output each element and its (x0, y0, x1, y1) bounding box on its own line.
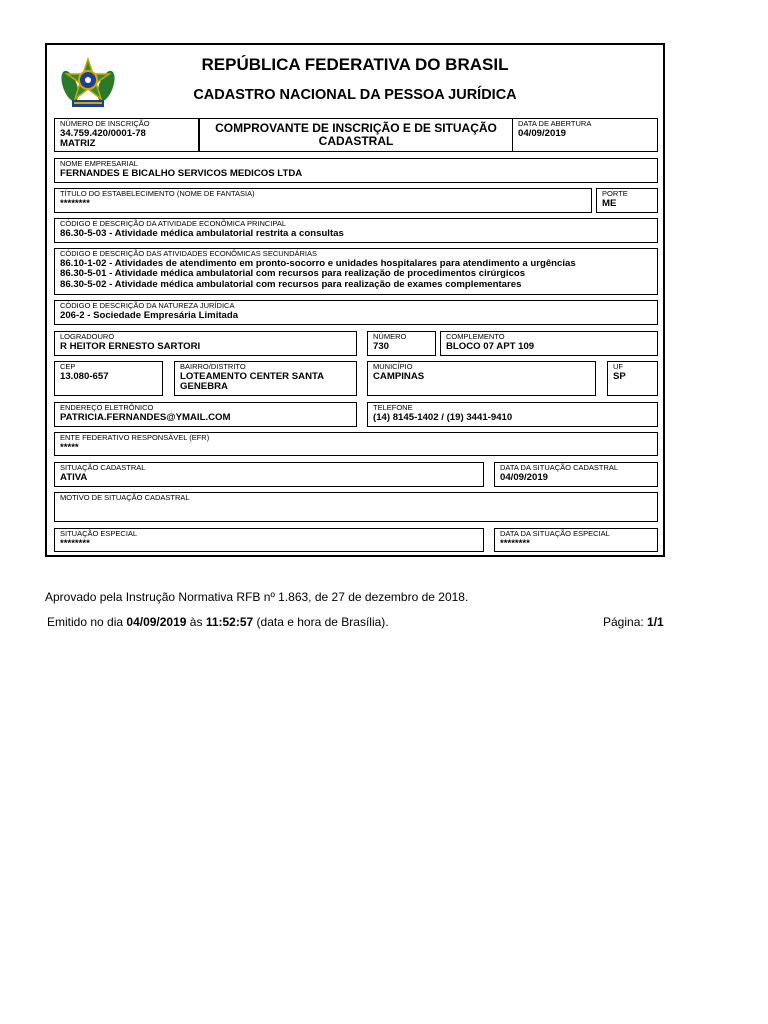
page-title: REPÚBLICA FEDERATIVA DO BRASIL (201, 55, 509, 74)
atividade-secundaria-item: 86.30-5-01 - Atividade médica ambulatorial com recursos para realização de procedimentos cirúrgicos (60, 268, 526, 279)
situacao-especial-value: ******** (60, 537, 90, 549)
data-situacao-especial-value: ******** (500, 537, 530, 549)
atividade-principal-box (54, 218, 658, 243)
natureza-juridica-value: 206-2 - Sociedade Empresária Limitada (60, 309, 239, 321)
porte-box (596, 188, 658, 213)
municipio-label: MUNICÍPIO (373, 362, 413, 371)
atividade-secundaria-item: 86.30-5-02 - Atividade médica ambulatorial com recursos para realização de exames complementares (60, 278, 522, 290)
motivo-situacao-label: MOTIVO DE SITUAÇÃO CADASTRAL (60, 493, 190, 502)
efr-label: ENTE FEDERATIVO RESPONSÁVEL (EFR) (60, 433, 210, 442)
situacao-especial-label: SITUAÇÃO ESPECIAL (60, 529, 138, 538)
data-situacao-especial-box (494, 528, 658, 552)
cep-label: CEP (60, 362, 76, 371)
complemento-value: BLOCO 07 APT 109 (446, 340, 535, 352)
bairro-box (174, 361, 357, 396)
municipio-value: CAMPINAS (373, 370, 425, 382)
coat-of-arms-icon (60, 56, 116, 112)
porte-label: PORTE (602, 189, 628, 198)
logradouro-label: LOGRADOURO (60, 332, 115, 341)
emitted-time: 11:52:57 (205, 615, 254, 629)
data-situacao-especial-label: DATA DA SITUAÇÃO ESPECIAL (500, 529, 610, 538)
bairro-value: LOTEAMENTO CENTER SANTA GENEBRA (180, 370, 324, 392)
telefone-box (367, 402, 658, 427)
emitted-prefix: Emitido no dia (47, 615, 124, 629)
nome-empresarial-box (54, 158, 658, 183)
approval-text: Aprovado pela Instrução Normativa RFB nº 1.863, de 27 de dezembro de 2018. (45, 590, 469, 604)
efr-box (54, 432, 658, 456)
email-box (54, 402, 357, 427)
nome-empresarial-label: NOME EMPRESARIAL (60, 159, 138, 168)
titulo-estabelecimento-box (54, 188, 592, 213)
numero-inscricao-label: NÚMERO DE INSCRIÇÃO (60, 119, 150, 128)
data-situacao-cadastral-box (494, 462, 658, 487)
logradouro-value: R HEITOR ERNESTO SARTORI (60, 340, 201, 352)
page-label: Página: (603, 615, 644, 629)
page-number (603, 615, 664, 629)
natureza-juridica-label: CÓDIGO E DESCRIÇÃO DA NATUREZA JURÍDICA (60, 301, 235, 310)
uf-label: UF (613, 362, 623, 371)
numero-label: NÚMERO (373, 332, 407, 341)
emitted-mid: às (189, 615, 203, 629)
logradouro-box (54, 331, 357, 356)
nome-empresarial-value: FERNANDES E BICALHO SERVICOS MEDICOS LTDA (60, 167, 303, 179)
situacao-cadastral-value: ATIVA (60, 471, 88, 483)
porte-value: ME (602, 197, 617, 209)
emitted-suffix: (data e hora de Brasília). (256, 615, 389, 629)
atividades-secundarias-label: CÓDIGO E DESCRIÇÃO DAS ATIVIDADES ECONÔMICAS SECUNDÁRIAS (60, 249, 317, 258)
data-abertura-value: 04/09/2019 (518, 127, 567, 139)
data-abertura-box (512, 118, 658, 152)
cep-value: 13.080-657 (60, 370, 109, 382)
matriz-value: MATRIZ (60, 138, 96, 149)
situacao-especial-box (54, 528, 484, 552)
page-subtitle: CADASTRO NACIONAL DA PESSOA JURÍDICA (193, 87, 517, 103)
emitted-line (47, 615, 389, 629)
atividade-principal-label: CÓDIGO E DESCRIÇÃO DA ATIVIDADE ECONÔMICA PRINCIPAL (60, 219, 287, 228)
complemento-box (440, 331, 658, 356)
numero-inscricao-value: 34.759.420/0001-78 (60, 127, 146, 139)
situacao-cadastral-label: SITUAÇÃO CADASTRAL (60, 463, 146, 472)
document-title: COMPROVANTE DE INSCRIÇÃO E DE SITUAÇÃO CADASTRAL (199, 118, 513, 152)
uf-value: SP (613, 370, 626, 382)
titulo-estabelecimento-label: TÍTULO DO ESTABELECIMENTO (NOME DE FANTASIA) (60, 189, 255, 198)
motivo-situacao-box (54, 492, 658, 522)
email-value: PATRICIA.FERNANDES@YMAIL.COM (60, 411, 231, 423)
efr-value: ***** (60, 441, 79, 453)
municipio-box (367, 361, 596, 396)
atividade-secundaria-item: 86.10-1-02 - Atividades de atendimento em pronto-socorro e unidades hospitalares para atendimento a urgências (60, 257, 576, 269)
numero-inscricao-box (54, 118, 199, 152)
data-situacao-cadastral-label: DATA DA SITUAÇÃO CADASTRAL (500, 463, 619, 472)
data-abertura-label: DATA DE ABERTURA (518, 119, 592, 128)
natureza-juridica-box (54, 300, 658, 325)
page-value: 1/1 (647, 615, 664, 629)
data-situacao-cadastral-value: 04/09/2019 (500, 471, 549, 483)
titulo-estabelecimento-value: ******** (60, 197, 90, 209)
uf-box (607, 361, 658, 396)
atividades-secundarias-box (54, 248, 658, 295)
situacao-cadastral-box (54, 462, 484, 487)
telefone-value: (14) 8145-1402 / (19) 3441-9410 (373, 411, 513, 423)
complemento-label: COMPLEMENTO (446, 332, 505, 341)
telefone-label: TELEFONE (373, 403, 413, 412)
atividade-principal-value: 86.30-5-03 - Atividade médica ambulatorial restrita a consultas (60, 227, 344, 239)
cep-box (54, 361, 163, 396)
numero-value: 730 (373, 340, 390, 352)
emitted-date: 04/09/2019 (126, 615, 187, 629)
email-label: ENDEREÇO ELETRÔNICO (60, 403, 154, 412)
numero-box (367, 331, 436, 356)
bairro-label: BAIRRO/DISTRITO (180, 362, 246, 371)
